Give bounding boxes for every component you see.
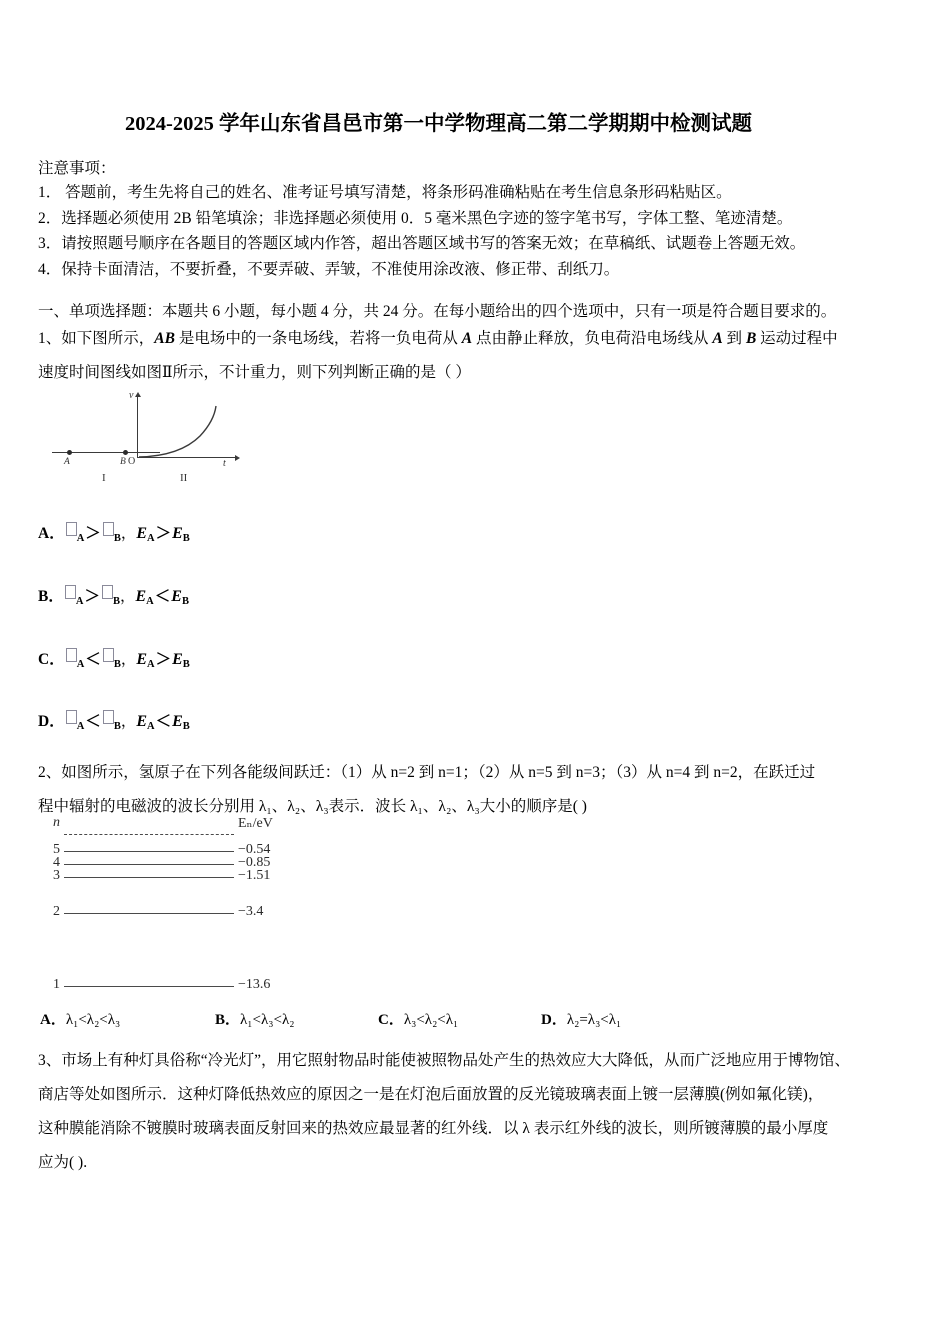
energy-level-line bbox=[64, 986, 234, 987]
phi-glyph-missing-icon bbox=[66, 648, 77, 662]
point-a-label: A bbox=[64, 457, 70, 467]
option-text: λ₁<λ₃<λ₂ bbox=[240, 1012, 295, 1028]
field-2-subscript: B bbox=[181, 596, 189, 607]
energy-level-n-label: 4 bbox=[53, 855, 60, 870]
phi-glyph-missing-icon bbox=[103, 648, 114, 662]
phi-glyph-missing-icon bbox=[66, 710, 77, 724]
field-1-subscript: A bbox=[147, 533, 155, 544]
q1-text-a: 1、如下图所示， bbox=[38, 330, 155, 347]
relation-1: ＜ bbox=[85, 713, 101, 730]
phi-b-subscript: B bbox=[113, 721, 121, 732]
energy-level-value: −0.54 bbox=[238, 842, 271, 857]
vt-graph-curve bbox=[40, 390, 290, 490]
q1-text-e: 运动过程中 bbox=[756, 330, 838, 347]
question-1-option-c[interactable] bbox=[38, 647, 190, 670]
energy-level-line bbox=[64, 877, 234, 878]
notice-item: 3．请按照题号顺序在各题目的答题区域内作答，超出答题区域书写的答案无效；在草稿纸、试题卷上答题无效。 bbox=[38, 235, 806, 252]
question-2-option-a[interactable] bbox=[40, 1008, 120, 1029]
energy-level-n-label: 5 bbox=[53, 842, 60, 857]
question-1-line-1 bbox=[38, 327, 938, 351]
vt-graph-origin-label: O bbox=[128, 456, 136, 467]
question-3-line-4: 应为( ). bbox=[38, 1154, 88, 1171]
relation-1: ＞ bbox=[85, 525, 101, 542]
notice-item: 1． 答题前，考生先将自己的姓名、准考证号填写清楚，将条形码准确粘贴在考生信息条形码粘贴区。 bbox=[38, 184, 732, 201]
question-2-option-d[interactable] bbox=[541, 1008, 621, 1029]
option-text: λ₂=λ₃<λ₁ bbox=[566, 1012, 622, 1028]
phi-glyph-missing-icon bbox=[103, 710, 114, 724]
question-2-option-c[interactable] bbox=[378, 1008, 458, 1029]
field-2-subscript: B bbox=[182, 533, 190, 544]
phi-glyph-missing-icon bbox=[65, 585, 76, 599]
relation-2: ＞ bbox=[155, 525, 172, 542]
q1-label-b: B bbox=[745, 330, 757, 347]
section-heading-single-choice: 一、单项选择题：本题共 6 小题，每小题 4 分，共 24 分。在每小题给出的四个选项中，只有一项是符合题目要求的。 bbox=[38, 303, 837, 320]
option-letter: C． bbox=[378, 1012, 404, 1028]
phi-a-subscript: A bbox=[76, 721, 85, 732]
vt-graph-x-label: t bbox=[223, 458, 226, 469]
option-comma: ， bbox=[120, 651, 137, 668]
question-2-options bbox=[0, 1008, 950, 1032]
ionization-dashed-line bbox=[64, 834, 234, 835]
option-text: λ₁<λ₂<λ₃ bbox=[65, 1012, 121, 1028]
field-symbol-2: E bbox=[172, 651, 183, 668]
field-1-subscript: A bbox=[147, 659, 155, 670]
option-letter: C． bbox=[38, 651, 65, 668]
energy-level-line bbox=[64, 864, 234, 865]
option-letter: D． bbox=[541, 1012, 567, 1028]
phi-a-subscript: A bbox=[76, 659, 85, 670]
vt-graph-y-label: v bbox=[129, 390, 134, 401]
energy-level-n-label: 3 bbox=[53, 868, 60, 883]
option-comma: ， bbox=[120, 525, 137, 542]
question-2-line-1: 2、如图所示，氢原子在下列各能级间跃迁：（1）从 n=2 到 n=1；（2）从 n=5 到 n=3；（3）从 n=4 到 n=2，在跃迁过 bbox=[38, 764, 816, 781]
option-letter: B． bbox=[215, 1012, 241, 1028]
relation-2: ＜ bbox=[154, 588, 171, 605]
question-2-line-2: 程中辐射的电磁波的波长分别用 λ₁、λ₂、λ₃表示．波长 λ₁、λ₂、λ₃大小的顺序是( ) bbox=[38, 798, 587, 815]
q1-label-a: A bbox=[461, 330, 473, 347]
energy-level-value: −13.6 bbox=[238, 977, 271, 992]
energy-level-line bbox=[64, 913, 234, 914]
phi-a-subscript: A bbox=[75, 596, 84, 607]
question-1-figure bbox=[40, 390, 290, 490]
figure-panel-1-caption: I bbox=[102, 472, 106, 484]
phi-glyph-missing-icon bbox=[66, 522, 77, 536]
phi-b-subscript: B bbox=[113, 533, 121, 544]
question-2-energy-level-diagram bbox=[42, 815, 292, 1000]
field-symbol-1: E bbox=[136, 525, 148, 542]
energy-level-value: −3.4 bbox=[238, 904, 264, 919]
question-1-option-d[interactable] bbox=[38, 709, 190, 732]
energy-level-n-label: 2 bbox=[53, 904, 60, 919]
energy-level-line bbox=[64, 851, 234, 852]
question-1-line-2: 速度时间图线如图Ⅱ所示，不计重力，则下列判断正确的是（ ） bbox=[38, 364, 471, 381]
option-comma: ， bbox=[119, 588, 136, 605]
notice-item: 2．选择题必须使用 2B 铅笔填涂；非选择题必须使用 0．5 毫米黑色字迹的签字笔书写，字体工整、笔迹清楚。 bbox=[38, 209, 793, 227]
q1-text-c: 点由静止释放，负电荷沿电场线从 bbox=[472, 330, 713, 347]
option-letter: D． bbox=[38, 713, 65, 730]
field-symbol-1: E bbox=[135, 588, 147, 605]
point-b-label: B bbox=[120, 457, 126, 467]
energy-diagram-energy-header: Eₙ/eV bbox=[238, 816, 273, 831]
q1-text-d: 到 bbox=[722, 330, 746, 347]
option-letter: A． bbox=[40, 1012, 66, 1028]
question-2-option-b[interactable] bbox=[215, 1008, 294, 1029]
field-2-subscript: B bbox=[182, 659, 190, 670]
figure-panel-2-caption: II bbox=[180, 472, 188, 484]
field-symbol-2: E bbox=[171, 588, 182, 605]
option-letter: B． bbox=[38, 588, 64, 605]
question-3-line-1: 3、市场上有种灯具俗称“冷光灯”，用它照射物品时能使被照物品处产生的热效应大大降低，从而广泛地应用于博物馆、 bbox=[38, 1052, 851, 1069]
energy-diagram-n-header: n bbox=[53, 815, 60, 830]
question-3-line-3: 这种膜能消除不镀膜时玻璃表面反射回来的热效应最显著的红外线．以 λ 表示红外线的波长，则所镀薄膜的最小厚度 bbox=[38, 1120, 829, 1137]
field-1-subscript: A bbox=[146, 596, 154, 607]
q1-text-b: 是电场中的一条电场线，若将一负电荷从 bbox=[174, 330, 462, 347]
phi-b-subscript: B bbox=[112, 596, 120, 607]
field-symbol-2: E bbox=[172, 713, 183, 730]
question-1-option-b[interactable] bbox=[38, 584, 189, 607]
field-1-subscript: A bbox=[147, 721, 155, 732]
option-comma: ， bbox=[120, 713, 137, 730]
field-2-subscript: B bbox=[182, 721, 190, 732]
notice-heading: 注意事项： bbox=[38, 160, 116, 177]
relation-2: ＞ bbox=[155, 651, 172, 668]
phi-a-subscript: A bbox=[76, 533, 85, 544]
question-3-line-2: 商店等处如图所示．这种灯降低热效应的原因之一是在灯泡后面放置的反光镜玻璃表面上镀一层薄膜(例如氟化镁)， bbox=[38, 1086, 824, 1103]
option-text: λ₃<λ₂<λ₁ bbox=[403, 1012, 459, 1028]
phi-glyph-missing-icon bbox=[103, 522, 114, 536]
field-symbol-1: E bbox=[136, 713, 148, 730]
notice-list bbox=[38, 180, 918, 282]
phi-glyph-missing-icon bbox=[102, 585, 113, 599]
question-1-option-a[interactable] bbox=[38, 521, 190, 544]
notice-item: 4．保持卡面清洁，不要折叠，不要弄破、弄皱，不准使用涂改液、修正带、刮纸刀。 bbox=[38, 260, 620, 278]
phi-b-subscript: B bbox=[113, 659, 121, 670]
page-title: 2024-2025 学年山东省昌邑市第一中学物理高二第二学期期中检测试题 bbox=[125, 113, 752, 135]
energy-level-n-label: 1 bbox=[53, 977, 60, 992]
field-symbol-1: E bbox=[136, 651, 148, 668]
field-symbol-2: E bbox=[172, 525, 183, 542]
q1-label-a2: A bbox=[712, 330, 723, 347]
energy-level-value: −1.51 bbox=[238, 868, 271, 883]
relation-1: ＞ bbox=[84, 588, 100, 605]
relation-2: ＜ bbox=[155, 713, 172, 730]
q1-label-ab: AB bbox=[154, 330, 175, 347]
relation-1: ＜ bbox=[85, 651, 101, 668]
energy-level-value: −0.85 bbox=[238, 855, 271, 870]
option-letter: A． bbox=[38, 525, 65, 542]
